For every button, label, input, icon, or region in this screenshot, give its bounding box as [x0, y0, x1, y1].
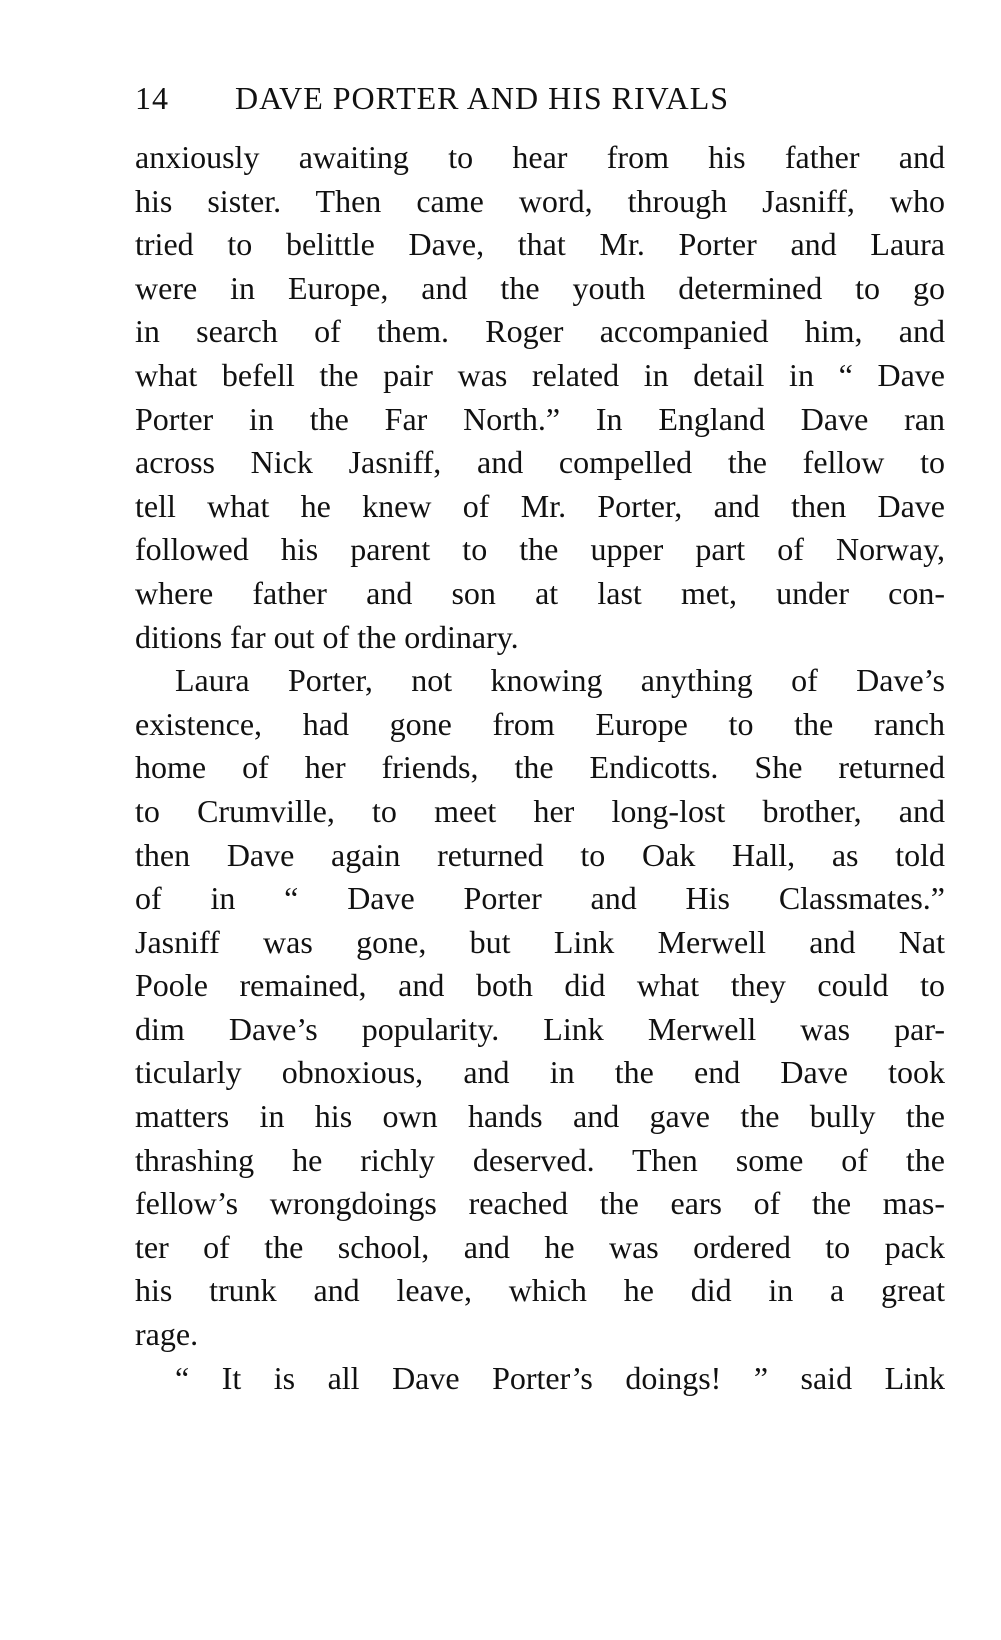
page-number: 14 [135, 80, 169, 116]
body-text [135, 136, 945, 1400]
text-line: in search of them. Roger accompanied him, and [135, 313, 945, 350]
text-line: where father and son at last met, under con- [135, 574, 945, 611]
text-line: home of her friends, the Endicotts. She returned [135, 749, 945, 786]
running-head [135, 76, 945, 120]
text-line: then Dave again returned to Oak Hall, as told [135, 836, 945, 873]
text-line: tried to belittle Dave, that Mr. Porter and Laura [135, 226, 945, 263]
text-line: tell what he knew of Mr. Porter, and then Dave [135, 487, 945, 524]
text-line: fellow’s wrongdoings reached the ears of the mas- [135, 1185, 945, 1222]
text-line: matters in his own hands and gave the bully the [135, 1098, 945, 1135]
text-line: his sister. Then came word, through Jasniff, who [135, 182, 945, 219]
text-line: ditions far out of the ordinary. [135, 618, 519, 655]
text-line: Poole remained, and both did what they could to [135, 967, 945, 1004]
text-line: “ It is all Dave Porter’s doings! ” said Link [175, 1359, 945, 1396]
text-line: ticularly obnoxious, and in the end Dave took [135, 1054, 945, 1091]
text-line: anxiously awaiting to hear from his father and [135, 139, 945, 175]
text-line: his trunk and leave, which he did in a great [135, 1272, 945, 1309]
text-line: ter of the school, and he was ordered to pack [135, 1228, 945, 1265]
text-line: followed his parent to the upper part of Norway, [135, 531, 945, 568]
text-line: dim Dave’s popularity. Link Merwell was par- [135, 1010, 945, 1047]
text-line: Jasniff was gone, but Link Merwell and Nat [135, 923, 945, 960]
text-line: were in Europe, and the youth determined to go [135, 269, 945, 306]
text-line: thrashing he richly deserved. Then some of the [135, 1141, 945, 1178]
text-line: Laura Porter, not knowing anything of Dave’s [175, 662, 945, 699]
text-line: of in “ Dave Porter and His Classmates.” [135, 880, 945, 917]
text-line: what befell the pair was related in detail in “ Dave [135, 356, 945, 393]
text-line: across Nick Jasniff, and compelled the fellow to [135, 444, 945, 481]
text-line: rage. [135, 1316, 199, 1353]
text-line: existence, had gone from Europe to the ranch [135, 705, 945, 742]
text-line: to Crumville, to meet her long-lost brother, and [135, 792, 945, 829]
book-title: DAVE PORTER AND HIS RIVALS [235, 80, 730, 116]
text-line: Porter in the Far North.” In England Dave ran [135, 400, 945, 437]
